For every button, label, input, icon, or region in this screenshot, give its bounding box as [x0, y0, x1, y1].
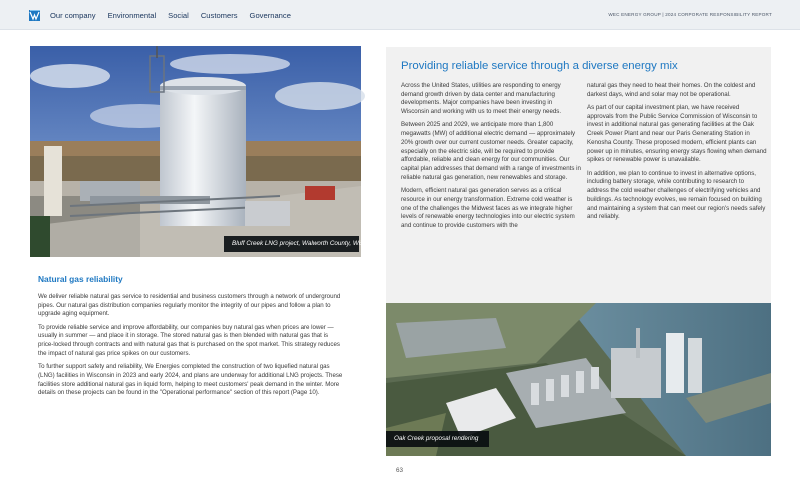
paragraph: Across the United States, utilities are responding to energy demand growth driven by data center and manufacturing developments. Major companies have been investing in Wisconsin and working with us to meet their energy needs.: [401, 82, 562, 116]
panel-column-1: [401, 82, 581, 235]
nav-social[interactable]: Social: [168, 10, 189, 20]
paragraph: Modern, efficient natural gas generation serves as a critical resource in our energy transformation. Extreme cold weather is one of the challenges the Midwest faces as we integrate higher levels of renewable energy technologies into our electric system and continue to provide customers with the: [401, 187, 575, 230]
nav-our-company[interactable]: Our company: [50, 10, 96, 20]
rendering-caption: Oak Creek proposal rendering: [386, 431, 489, 447]
report-title: WEC ENERGY GROUP | 2024 CORPORATE RESPONSIBILITY REPORT: [608, 12, 772, 17]
wec-logo-icon[interactable]: [29, 10, 40, 21]
page-number: 63: [396, 467, 404, 474]
paragraph: As part of our capital investment plan, we have received approvals from the Public Service Commission of Wisconsin to invest in additional natural gas generating facilities at the Oak Creek Power Plant and near our Paris Generating Station in Kenosha County. These proposed modern, efficient plants can power up in minutes, ensuring energy stays flowing when demand spikes or renewable power is unavailable.: [587, 103, 767, 164]
panel-column-2: [587, 82, 767, 227]
panel-title: Providing reliable service through a diverse energy mix: [401, 60, 678, 72]
oak-creek-rendering-photo: [386, 303, 771, 456]
lng-photo-caption: Bluff Creek LNG project, Walworth County, Wisconsin: [224, 236, 359, 252]
paragraph: Between 2025 and 2029, we anticipate more than 1,800 megawatts (MW) of additional electric demand — approximately 20% growth over our current customer needs. Greater capacity, especially on the electric side, will be required to provide affordable, reliable and clean energy for our communities. Our capital plan addresses that demand with a range of investments in reliable natural gas generation, new renewables and storage.: [401, 121, 581, 181]
section-heading: Natural gas reliability: [38, 274, 123, 284]
top-nav-bar: [0, 0, 800, 30]
paragraph: To further support safety and reliability, We Energies completed the construction of two liquefied natural gas (LNG) facilities in Wisconsin in 2023 and early 2024, and plans are underway for additional LNG projects. These facilities store additional natural gas in liquid form, helping to meet customers' peak demand in the winter. More details on these projects can be found in the "Operational performance" section of this report (Page 10).: [38, 363, 343, 397]
nav-customers[interactable]: Customers: [200, 10, 238, 20]
lng-facility-photo: [30, 46, 382, 257]
paragraph: We deliver reliable natural gas service to residential and business customers through a network of underground pipes. Our natural gas distribution companies regularly monitor the integrity of our pipes and follow a plan to upgrade aging equipment.: [38, 293, 341, 318]
nav-governance[interactable]: Governance: [249, 10, 291, 20]
nav-environmental[interactable]: Environmental: [107, 10, 157, 20]
paragraph: In addition, we plan to continue to invest in alternative options, including battery storage, while contributing to research to address the cold weather challenges of electrifying vehicles and buildings. As technology evolves, we remain focused on building and maintaining a system that can meet our region's needs safely and reliably.: [587, 169, 766, 221]
natural-gas-reliability-section: [38, 274, 344, 403]
paragraph: natural gas they need to heat their homes. On the coldest and darkest days, wind and solar may not be operational.: [587, 82, 756, 98]
paragraph: To provide reliable service and improve affordability, our companies buy natural gas when prices are lower — usually in summer — and place it in storage. The stored natural gas is then blended with natural gas that is price-locked through contracts and with natural gas that is purchased on the spot market. This strategy reduces the impact of natural gas price spikes on our customers.: [38, 323, 340, 357]
main-nav: [50, 0, 291, 30]
